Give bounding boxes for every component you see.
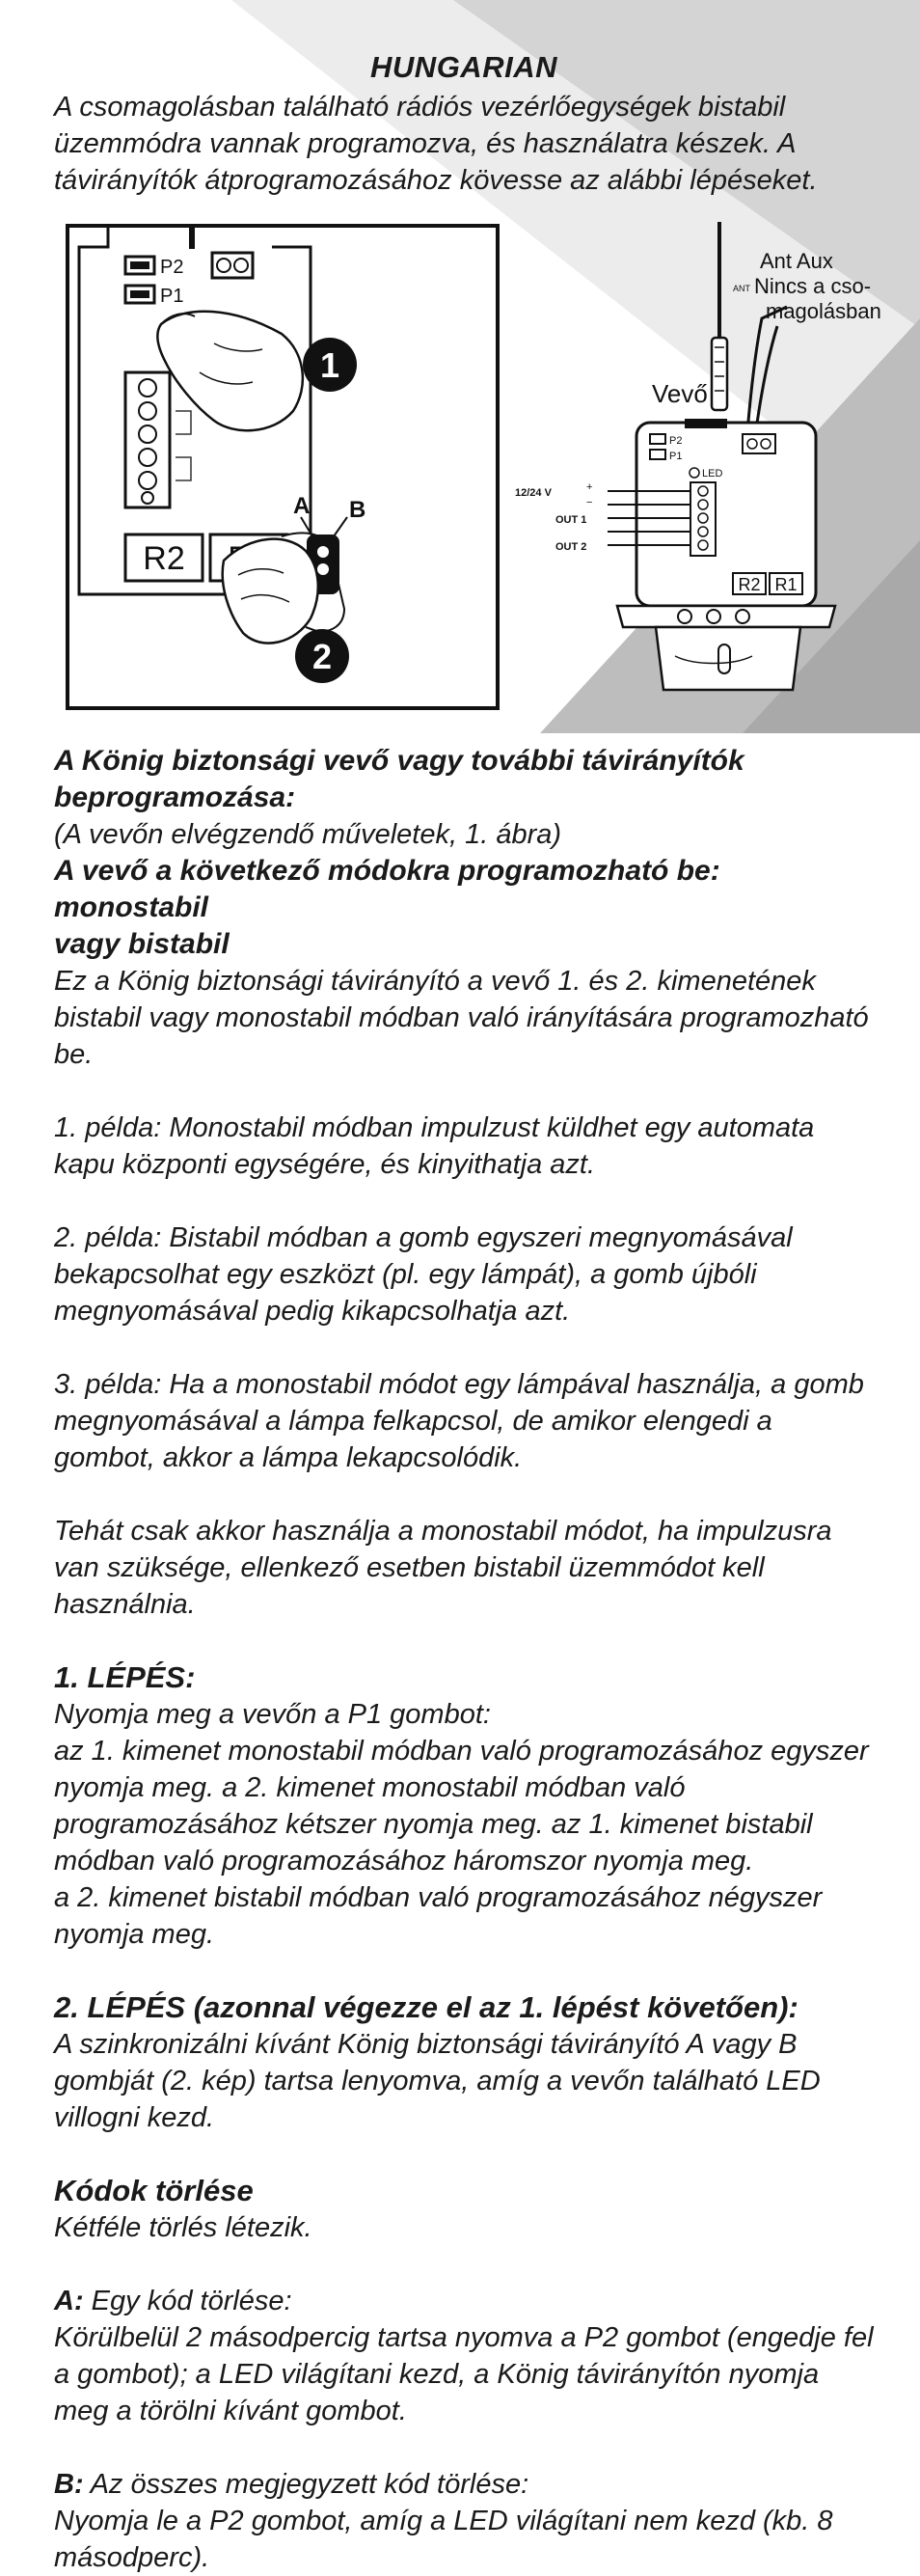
svg-text:2: 2 [311,637,333,676]
mode-paragraph: Ez a König biztonsági távirányító a vevő 1. és 2. kimenetének bistabil vagy monostabil módban való irányítására programozható be. [54,966,869,1070]
step-1-intro: Nyomja meg a vevőn a P1 gombot: [54,1699,491,1730]
intro-paragraph: A csomagolásban található rádiós vezérlőegységek bistabil üzemmódra vannak programozva, és használatra készek. A távirányítók átprogramozásához kövesse az alábbi lépéseket. [54,92,818,196]
p1-label: P1 [160,286,184,307]
svg-text:−: − [586,497,593,508]
heading-step-2: 2. LÉPÉS (azonnal végezze el az 1. lépést követően): [54,1990,798,2024]
programming-subtitle: (A vevőn elvégzendő műveletek, 1. ábra) [54,819,562,850]
out1-label: OUT 1 [555,514,587,526]
example-2: 2. példa: Bistabil módban a gomb egyszeri megnyomásával bekapcsolhat egy eszközt (pl. egy lámpát), a gomb újbóli megnyomásával pedig kikapcsolhatja azt. [54,1222,793,1327]
delete-b-paragraph: Nyomja le a P2 gombot, amíg a LED világítani nem kezd (kb. 8 másodperc). [54,2506,833,2573]
heading-programming-line1: A König biztonsági vevő vagy további távirányítók [54,745,744,777]
button-b-label: B [349,497,366,523]
figure-2-drawing [501,203,906,704]
therefore-paragraph: Tehát csak akkor használja a monostabil módot, ha impulzusra van szüksége, ellenkező esetben bistabil üzemmódot kell használnia. [54,1516,832,1620]
fig2-p1-label: P1 [669,451,683,462]
heading-delete-codes: Kódok törlése [54,2174,254,2207]
delete-b-label: B: [54,2469,84,2500]
figure-2-receiver-wiring [501,203,906,704]
instructions-body [54,743,874,2576]
delete-a-label: A: [54,2286,84,2316]
voltage-label: 12/24 V [515,487,552,499]
ant-aux-label: Ant Aux [760,249,833,273]
led-label: LED [702,468,723,480]
heading-mode-line2: vagy bistabil [54,928,230,960]
heading-programming-line2: beprogramozása: [54,781,296,813]
delete-a-title: Egy kód törlése: [83,2286,292,2316]
nincs-label-2: magolásban [766,299,881,323]
fig2-r1-label: R1 [774,575,798,594]
delete-b-heading [54,2466,874,2503]
p2-label: P2 [160,257,184,278]
svg-text:+: + [586,481,593,493]
r2-label: R2 [143,540,185,577]
delete-intro: Kétféle törlés létezik. [54,2212,312,2243]
step-2-paragraph: A szinkronizálni kívánt König biztonsági távirányító A vagy B gombját (2. kép) tartsa lenyomva, amíg a vevőn található LED villogni kezd. [54,2029,821,2133]
antenna [712,338,727,410]
step-1-details: az 1. kimenet monostabil módban való programozásához egyszer nyomja meg. a 2. kimenet monostabil módban való programozásához kétszer nyomja meg. az 1. kimenet bistabil módban való programozásához háromszor nyomja meg. [54,1736,869,1877]
heading-step-1: 1. LÉPÉS: [54,1660,196,1694]
svg-text:1: 1 [319,345,340,385]
out2-label: OUT 2 [555,541,587,553]
heading-mode-line1: A vevő a következő módokra programozható be: monostabil [54,855,720,923]
page-title: HUNGARIAN [370,50,557,84]
fig2-r2-label: R2 [738,575,761,594]
button-a-label: A [293,493,311,519]
example-1: 1. példa: Monostabil módban impulzust küldhet egy automata kapu központi egységére, és kinyithatja azt. [54,1112,815,1180]
example-3: 3. példa: Ha a monostabil módot egy lámpával használja, a gomb megnyomásával a lámpa felkapcsol, de amikor elengedi a gombot, akkor a lámpa lekapcsolódik. [54,1369,864,1473]
ant-small-label: ANT [733,284,750,293]
step-1-last: a 2. kimenet bistabil módban való programozásához négyszer nyomja meg. [54,1882,823,1950]
delete-b-title: Az összes megjegyzett kód törlése: [83,2469,529,2500]
figure-1-drawing [69,228,496,706]
nincs-label-1: Nincs a cso- [754,274,872,298]
vevo-label: Vevő [652,379,708,408]
figure-1-receiver-programming [66,224,500,710]
fig2-p2-label: P2 [669,435,683,447]
delete-a-paragraph: Körülbelül 2 másodpercig tartsa nyomva a P2 gombot (engedje fel a gombot); a LED világítani kezd, a König távirányítón nyomja meg a törölni kívánt gombot. [54,2322,874,2426]
delete-a-heading [54,2283,874,2319]
